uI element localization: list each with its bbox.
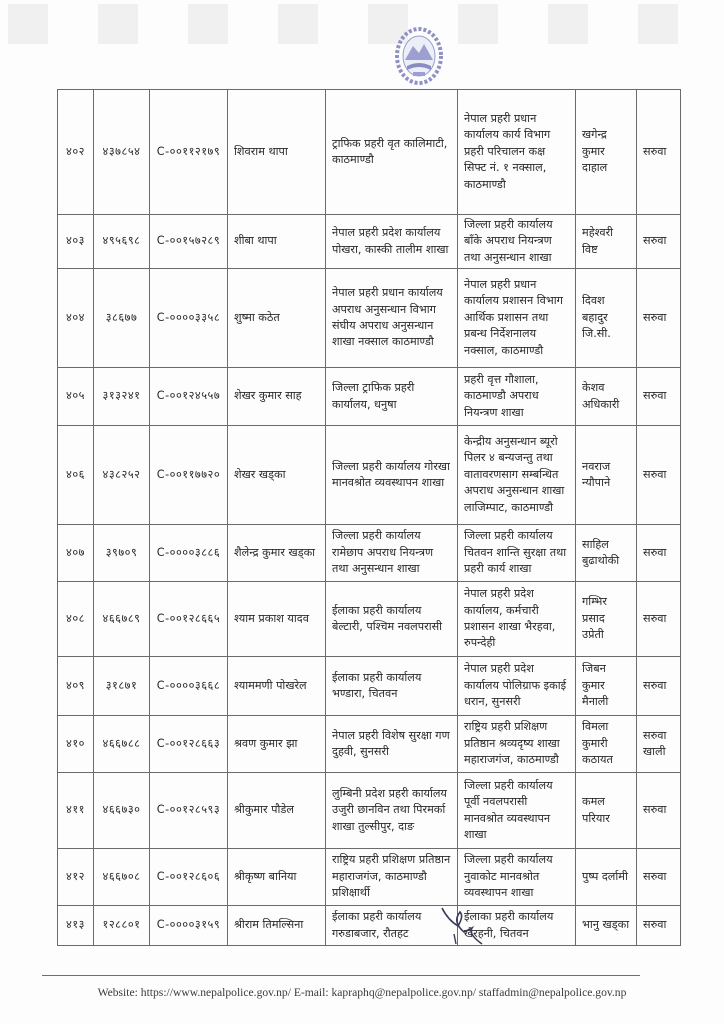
show-through-artifact xyxy=(8,4,716,44)
remark: सरुवा xyxy=(637,582,681,657)
transfer-office: नेपाल प्रहरी प्रधान कार्यालय कार्य विभाग प्रहरी परिचालन कक्ष सिफ्ट नं. १ नक्साल, काठमाण्डौ xyxy=(458,90,576,215)
person-name: शुष्मा कठेत xyxy=(228,269,326,368)
table-row xyxy=(58,773,681,849)
footer-divider xyxy=(42,975,640,976)
transfer-office: जिल्ला प्रहरी कार्यालय पूर्वी नवलपरासी मानवश्रोत व्यवस्थापन शाखा xyxy=(458,773,576,849)
serial-number: ४०३ xyxy=(58,215,94,269)
current-office: जिल्ला ट्राफिक प्रहरी कार्यालय, धनुषा xyxy=(326,368,458,426)
employee-code: C-००११२१७९ xyxy=(150,90,228,215)
remark: सरुवा xyxy=(637,426,681,525)
serial-number: ४०६ xyxy=(58,426,94,525)
remark: सरुवा खाली xyxy=(637,716,681,773)
person-name: श्याममणी पोखरेल xyxy=(228,657,326,716)
current-office: ईलाका प्रहरी कार्यालय भण्डारा, चितवन xyxy=(326,657,458,716)
police-number: ४३७८५४ xyxy=(94,90,150,215)
table-row xyxy=(58,582,681,657)
serial-number: ४१० xyxy=(58,716,94,773)
replacement-name: दिवश बहादुर जि.सी. xyxy=(576,269,637,368)
serial-number: ४१३ xyxy=(58,906,94,946)
police-number: ३१८७१ xyxy=(94,657,150,716)
current-office: नेपाल प्रहरी प्रधान कार्यालय अपराध अनुसन्धान विभाग संघीय अपराध अनुसन्धान शाखा नक्साल काठमाण्डौ xyxy=(326,269,458,368)
current-office: राष्ट्रिय प्रहरी प्रशिक्षण प्रतिष्ठान महाराजगंज, काठमाण्डौ प्रशिक्षार्थी xyxy=(326,849,458,906)
transfer-office: नेपाल प्रहरी प्रदेश कार्यालय, कर्मचारी प्रशासन शाखा भैरहवा, रुपन्देही xyxy=(458,582,576,657)
replacement-name: पुष्प दर्लामी xyxy=(576,849,637,906)
police-number: ३८६७७ xyxy=(94,269,150,368)
remark: सरुवा xyxy=(637,90,681,215)
person-name: शेखर कुमार साह xyxy=(228,368,326,426)
table-row xyxy=(58,716,681,773)
employee-code: C-००००३८८६ xyxy=(150,525,228,582)
remark: सरुवा xyxy=(637,368,681,426)
table-row xyxy=(58,368,681,426)
remark: सरुवा xyxy=(637,215,681,269)
employee-code: C-००००३३५८ xyxy=(150,269,228,368)
employee-code: C-००१२८५९३ xyxy=(150,773,228,849)
remark: सरुवा xyxy=(637,906,681,946)
serial-number: ४०५ xyxy=(58,368,94,426)
replacement-name: कमल परियार xyxy=(576,773,637,849)
person-name: श्रवण कुमार झा xyxy=(228,716,326,773)
transfer-office: नेपाल प्रहरी प्रदेश कार्यालय पोलिग्राफ इकाई धरान, सुनसरी xyxy=(458,657,576,716)
table-row xyxy=(58,426,681,525)
transfer-office: जिल्ला प्रहरी कार्यालय बाँके अपराध नियन्त्रण तथा अनुसन्धान शाखा xyxy=(458,215,576,269)
replacement-name: गम्भिर प्रसाद उप्रेती xyxy=(576,582,637,657)
serial-number: ४०८ xyxy=(58,582,94,657)
person-name: श्रीकृष्ण बानिया xyxy=(228,849,326,906)
person-name: शैलेन्द्र कुमार खड्का xyxy=(228,525,326,582)
police-number: ४६६७८९ xyxy=(94,582,150,657)
serial-number: ४१२ xyxy=(58,849,94,906)
replacement-name: नवराज न्यौपाने xyxy=(576,426,637,525)
police-number: ४६६७८८ xyxy=(94,716,150,773)
remark: सरुवा xyxy=(637,657,681,716)
police-number: १२८८०१ xyxy=(94,906,150,946)
police-number: ४६६७०८ xyxy=(94,849,150,906)
employee-code: C-००१२८६६३ xyxy=(150,716,228,773)
table-row xyxy=(58,906,681,946)
current-office: ईलाका प्रहरी कार्यालय बेल्टारी, पश्चिम नवलपरासी xyxy=(326,582,458,657)
current-office: ट्राफिक प्रहरी वृत कालिमाटी, काठमाण्डौ xyxy=(326,90,458,215)
employee-code: C-००१२८६०६ xyxy=(150,849,228,906)
footer-contact: Website: https://www.nepalpolice.gov.np/ E-mail: kapraphq@nepalpolice.gov.np/ staffadmin@nepalpolice.gov.np xyxy=(97,986,627,999)
employee-code: C-००००३६६८ xyxy=(150,657,228,716)
transfer-office: केन्द्रीय अनुसन्धान ब्यूरो पिलर ४ बन्यजन्तु तथा वातावरणसाग सम्बन्धित अपराध अनुसन्धान शाखा लाजिम्पाट, काठमाण्डौ xyxy=(458,426,576,525)
replacement-name: भानु खड्का xyxy=(576,906,637,946)
remark: सरुवा xyxy=(637,525,681,582)
serial-number: ४०४ xyxy=(58,269,94,368)
police-number: ३१३२४१ xyxy=(94,368,150,426)
nepal-police-emblem-icon xyxy=(393,26,445,88)
current-office: ईलाका प्रहरी कार्यालय गरुडाबजार, रौतहट xyxy=(326,906,458,946)
remark: सरुवा xyxy=(637,849,681,906)
transfer-table xyxy=(57,89,681,946)
table-row xyxy=(58,849,681,906)
replacement-name: केशव अधिकारी xyxy=(576,368,637,426)
employee-code: C-००११७७२० xyxy=(150,426,228,525)
replacement-name: महेश्वरी विष्ट xyxy=(576,215,637,269)
police-number: ३९७०९ xyxy=(94,525,150,582)
employee-code: C-००१५७२८९ xyxy=(150,215,228,269)
person-name: श्याम प्रकाश यादव xyxy=(228,582,326,657)
current-office: नेपाल प्रहरी प्रदेश कार्यालय पोखरा, कास्की तालीम शाखा xyxy=(326,215,458,269)
transfer-office: ईलाका प्रहरी कार्यालय खैरहनी, चितवन xyxy=(458,906,576,946)
table-row xyxy=(58,525,681,582)
serial-number: ४०२ xyxy=(58,90,94,215)
person-name: शेखर खड्का xyxy=(228,426,326,525)
current-office: नेपाल प्रहरी विशेष सुरक्षा गण दुहवी, सुनसरी xyxy=(326,716,458,773)
serial-number: ४०७ xyxy=(58,525,94,582)
person-name: शीबा थापा xyxy=(228,215,326,269)
current-office: जिल्ला प्रहरी कार्यालय गोरखा मानवश्रोत व्यवस्थापन शाखा xyxy=(326,426,458,525)
person-name: श्रीराम तिमल्सिना xyxy=(228,906,326,946)
replacement-name: साहिल बुढाथोकी xyxy=(576,525,637,582)
remark: सरुवा xyxy=(637,269,681,368)
replacement-name: जिबन कुमार मैनाली xyxy=(576,657,637,716)
person-name: श्रीकुमार पौडेल xyxy=(228,773,326,849)
current-office: जिल्ला प्रहरी कार्यालय रामेछाप अपराध नियन्त्रण तथा अनुसन्धान शाखा xyxy=(326,525,458,582)
employee-code: C-००००३१५९ xyxy=(150,906,228,946)
transfer-office: प्रहरी वृत्त गौशाला, काठमाण्डौ अपराध नियन्त्रण शाखा xyxy=(458,368,576,426)
replacement-name: खगेन्द्र कुमार दाहाल xyxy=(576,90,637,215)
table-row xyxy=(58,269,681,368)
table-row xyxy=(58,90,681,215)
serial-number: ४११ xyxy=(58,773,94,849)
replacement-name: विमला कुमारी कठायत xyxy=(576,716,637,773)
police-number: ४६६७३० xyxy=(94,773,150,849)
transfer-office: राष्ट्रिय प्रहरी प्रशिक्षण प्रतिष्ठान श्रव्यदृष्य शाखा महाराजगंज, काठमाण्डौ xyxy=(458,716,576,773)
employee-code: C-००१२८६६५ xyxy=(150,582,228,657)
police-number: ४३८२५२ xyxy=(94,426,150,525)
police-number: ४९५६९८ xyxy=(94,215,150,269)
signature-icon xyxy=(438,904,488,948)
person-name: शिवराम थापा xyxy=(228,90,326,215)
transfer-office: नेपाल प्रहरी प्रधान कार्यालय प्रशासन विभाग आर्थिक प्रशासन तथा प्रबन्ध निर्देशनालय नक्साल, काठमाण्डौ xyxy=(458,269,576,368)
table-row xyxy=(58,215,681,269)
employee-code: C-००१२४५५७ xyxy=(150,368,228,426)
remark: सरुवा xyxy=(637,773,681,849)
transfer-office: जिल्ला प्रहरी कार्यालय चितवन शान्ति सुरक्षा तथा प्रहरी कार्य शाखा xyxy=(458,525,576,582)
serial-number: ४०९ xyxy=(58,657,94,716)
transfer-office: जिल्ला प्रहरी कार्यालय नुवाकोट मानवश्रोत व्यवस्थापन शाखा xyxy=(458,849,576,906)
table-row xyxy=(58,657,681,716)
current-office: लुम्बिनी प्रदेश प्रहरी कार्यालय उजुरी छानविन तथा पिरमर्का शाखा तुल्सीपुर, दाङ xyxy=(326,773,458,849)
